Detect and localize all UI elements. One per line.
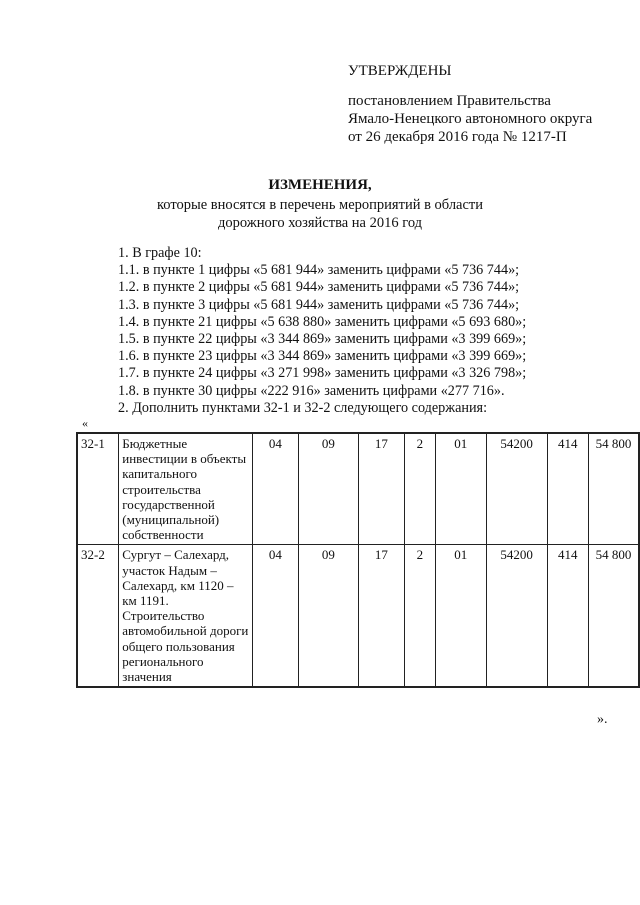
change-item: 1. В графе 10: <box>118 245 202 261</box>
heading-subtitle-line: дорожного хозяйства на 2016 год <box>217 215 423 231</box>
change-item: 1.5. в пункте 22 цифры «3 344 869» заменить цифрами «3 399 669»; <box>118 331 527 348</box>
change-item: 2. Дополнить пунктами 32-1 и 32-2 следующего содержания: <box>118 399 488 416</box>
table-row <box>77 545 639 687</box>
approval-line: постановлением Правительства <box>348 93 551 109</box>
heading-title: ИЗМЕНЕНИЯ, <box>268 177 372 193</box>
opening-quote: « <box>82 416 88 430</box>
cell-c4: 2 <box>404 433 435 545</box>
approval-title: УТВЕРЖДЕНЫ <box>348 63 452 79</box>
cell-c2: 09 <box>298 545 358 687</box>
cell-c4: 2 <box>404 545 435 687</box>
cell-c5: 01 <box>435 545 486 687</box>
cell-c7: 414 <box>547 545 588 687</box>
cell-c5: 01 <box>435 433 486 545</box>
row-number: 32-1 <box>77 433 119 545</box>
cell-c1: 04 <box>252 545 298 687</box>
cell-c3: 17 <box>358 433 404 545</box>
heading-subtitle-line: которые вносятся в перечень мероприятий в области <box>156 197 484 213</box>
change-item: 1.3. в пункте 3 цифры «5 681 944» заменить цифрами «5 736 744»; <box>118 296 520 313</box>
change-items <box>118 245 526 417</box>
change-item: 1.7. в пункте 24 цифры «3 271 998» заменить цифрами «3 326 798»; <box>118 365 527 382</box>
cell-c8: 54 800 <box>588 433 639 545</box>
cell-c8: 54 800 <box>588 545 639 687</box>
cell-c6: 54200 <box>486 545 547 687</box>
table-row <box>77 433 639 545</box>
change-item: 1.6. в пункте 23 цифры «3 344 869» заменить цифрами «3 399 669»; <box>118 348 527 365</box>
change-item: 1.4. в пункте 21 цифры «5 638 880» заменить цифрами «5 693 680»; <box>118 313 527 330</box>
row-number: 32-2 <box>77 545 119 687</box>
approval-line: Ямало-Ненецкого автономного округа <box>348 111 593 127</box>
document-heading <box>0 176 640 232</box>
row-description: Сургут – Салехард, участок Надым – Салехард, км 1120 – км 1191. Строительство автомобильной дороги общего пользования регионального значения <box>119 545 253 687</box>
approval-line: от 26 декабря 2016 года № 1217-П <box>348 129 567 145</box>
cell-c1: 04 <box>252 433 298 545</box>
cell-c7: 414 <box>547 433 588 545</box>
cell-c2: 09 <box>298 433 358 545</box>
closing-quote: ». <box>597 712 608 727</box>
row-description: Бюджетные инвестиции в объекты капитального строительства государственной (муниципальной) собственности <box>119 433 253 545</box>
change-item: 1.8. в пункте 30 цифры «222 916» заменить цифрами «277 716». <box>118 382 505 399</box>
change-item: 1.2. в пункте 2 цифры «5 681 944» заменить цифрами «5 736 744»; <box>118 279 520 296</box>
cell-c6: 54200 <box>486 433 547 545</box>
cell-c3: 17 <box>358 545 404 687</box>
approval-block <box>348 62 592 146</box>
activities-table <box>76 432 640 688</box>
change-item: 1.1. в пункте 1 цифры «5 681 944» заменить цифрами «5 736 744»; <box>118 262 520 279</box>
